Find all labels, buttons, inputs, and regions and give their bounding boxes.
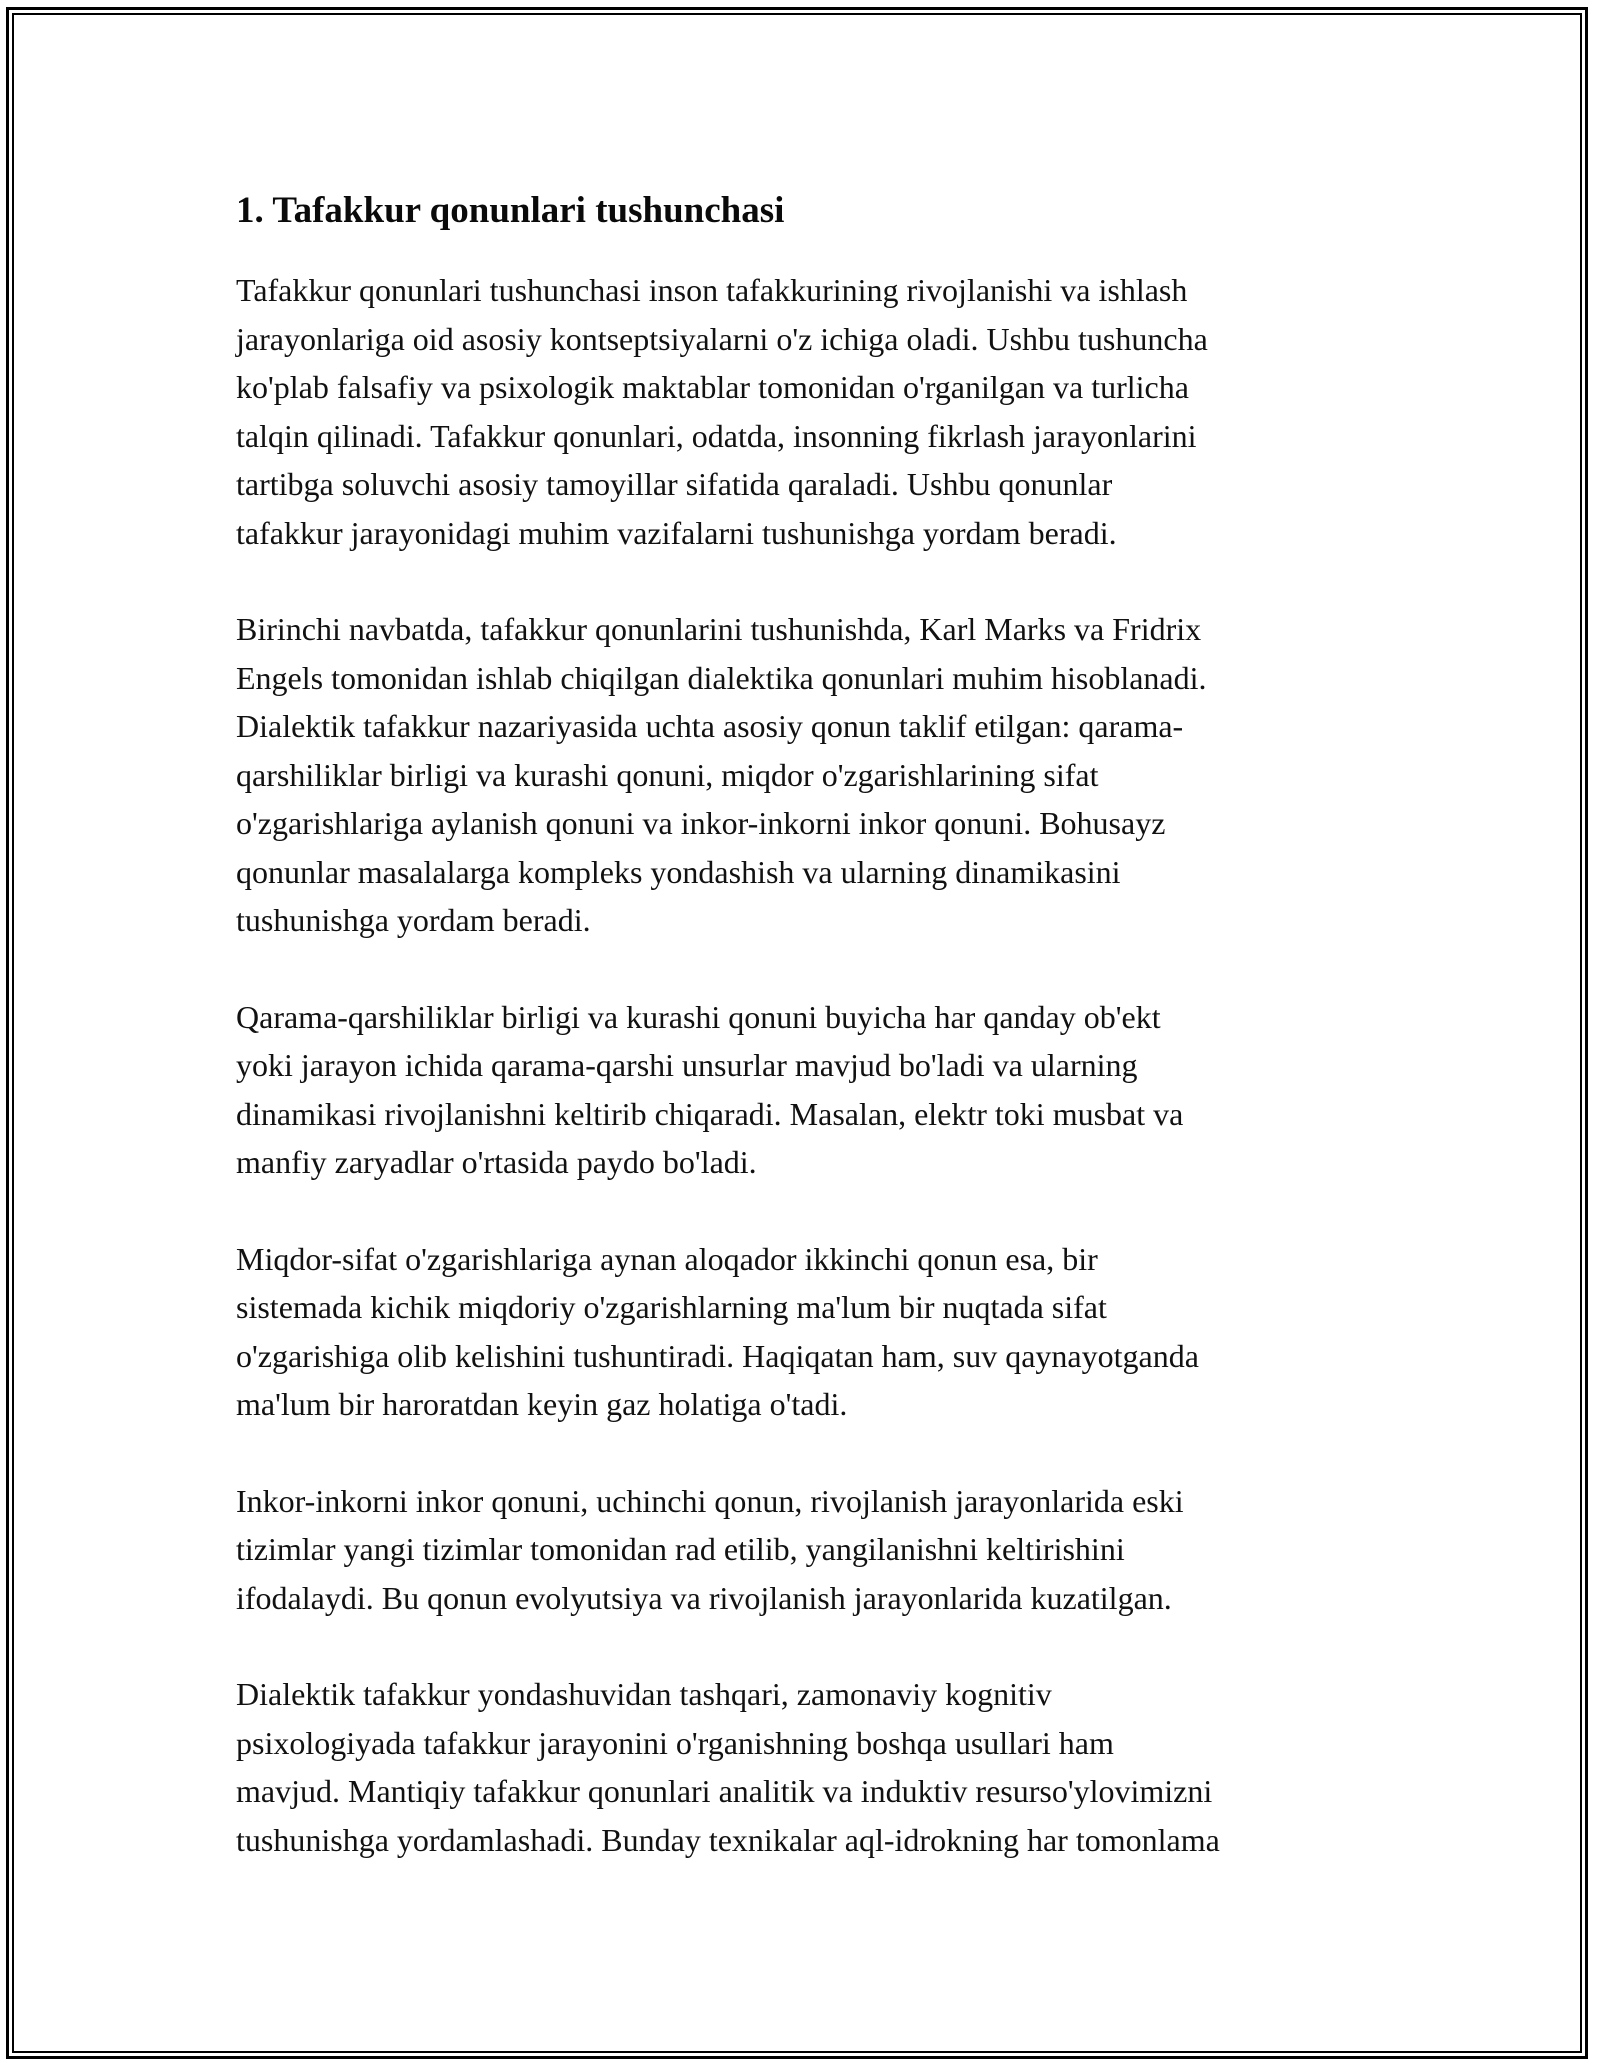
paragraph-line: sistemada kichik miqdoriy o'zgarishlarning ma'lum bir nuqtada sifat	[236, 1289, 1107, 1325]
paragraph-line: mavjud. Mantiqiy tafakkur qonunlari analitik va induktiv resurso'ylovimizni	[236, 1773, 1213, 1809]
paragraph-line: jarayonlariga oid asosiy kontseptsiyalarni o'z ichiga oladi. Ushbu tushuncha	[236, 320, 1208, 357]
paragraph-line: tizimlar yangi tizimlar tomonidan rad etilib, yangilanishni keltirishini	[236, 1531, 1125, 1567]
section-heading: 1. Tafakkur qonunlari tushunchasi	[236, 190, 785, 231]
paragraph-line: tushunishga yordamlashadi. Bunday texnikalar aql-idrokning har tomonlama	[236, 1821, 1220, 1858]
paragraph-line: tartibga soluvchi asosiy tamoyillar sifatida qaraladi. Ushbu qonunlar	[236, 466, 1113, 502]
paragraph-list	[236, 266, 1371, 1864]
paragraph-line: Engels tomonidan ishlab chiqilgan dialektika qonunlari muhim hisoblanadi.	[236, 659, 1207, 696]
paragraph-line: ko'plab falsafiy va psixologik maktablar tomonidan o'rganilgan va turlicha	[236, 369, 1189, 405]
paragraph-line: Tafakkur qonunlari tushunchasi inson tafakkurining rivojlanishi va ishlash	[236, 272, 1188, 308]
paragraph-line: Dialektik tafakkur yondashuvidan tashqari, zamonaviy kognitiv	[236, 1676, 1052, 1712]
paragraph-line: Qarama-qarshiliklar birligi va kurashi qonuni buyicha har qanday ob'ekt	[236, 998, 1161, 1035]
paragraph-line: tafakkur jarayonidagi muhim vazifalarni tushunishga yordam beradi.	[236, 514, 1117, 551]
paragraph-line: ifodalaydi. Bu qonun evolyutsiya va rivojlanish jarayonlarida kuzatilgan.	[236, 1579, 1172, 1616]
paragraph-line: qonunlar masalalarga kompleks yondashish va ularning dinamikasini	[236, 853, 1121, 890]
paragraph-line: o'zgarishiga olib kelishini tushuntiradi. Haqiqatan ham, suv qaynayotganda	[236, 1337, 1199, 1374]
paragraph	[236, 993, 1371, 1187]
paragraph	[236, 1477, 1371, 1623]
paragraph-line: psixologiyada tafakkur jarayonini o'rganishning boshqa usullari ham	[236, 1724, 1114, 1761]
paragraph-line: manfiy zaryadlar o'rtasida paydo bo'ladi.	[236, 1144, 757, 1180]
paragraph-line: talqin qilinadi. Tafakkur qonunlari, odatda, insonning fikrlash jarayonlarini	[236, 417, 1197, 454]
document-body	[236, 186, 1371, 1912]
paragraph-line: Birinchi navbatda, tafakkur qonunlarini tushunishda, Karl Marks va Fridrix	[236, 611, 1202, 647]
paragraph-line: Inkor-inkorni inkor qonuni, uchinchi qonun, rivojlanish jarayonlarida eski	[236, 1482, 1184, 1519]
paragraph-line: tushunishga yordam beradi.	[236, 902, 591, 938]
paragraph	[236, 1235, 1371, 1429]
paragraph	[236, 266, 1371, 557]
paragraph-line: yoki jarayon ichida qarama-qarshi unsurlar mavjud bo'ladi va ularning	[236, 1047, 1138, 1083]
paragraph-line: o'zgarishlariga aylanish qonuni va inkor-inkorni inkor qonuni. Bohusayz	[236, 805, 1166, 841]
paragraph-line: qarshiliklar birligi va kurashi qonuni, miqdor o'zgarishlarining sifat	[236, 756, 1099, 793]
paragraph	[236, 605, 1371, 945]
paragraph	[236, 1670, 1371, 1864]
paragraph-line: Miqdor-sifat o'zgarishlariga aynan aloqador ikkinchi qonun esa, bir	[236, 1240, 1098, 1277]
paragraph-line: Dialektik tafakkur nazariyasida uchta asosiy qonun taklif etilgan: qarama-	[236, 708, 1184, 744]
paragraph-line: dinamikasi rivojlanishni keltirib chiqaradi. Masalan, elektr toki musbat va	[236, 1095, 1184, 1132]
paragraph-line: ma'lum bir haroratdan keyin gaz holatiga o'tadi.	[236, 1386, 848, 1422]
